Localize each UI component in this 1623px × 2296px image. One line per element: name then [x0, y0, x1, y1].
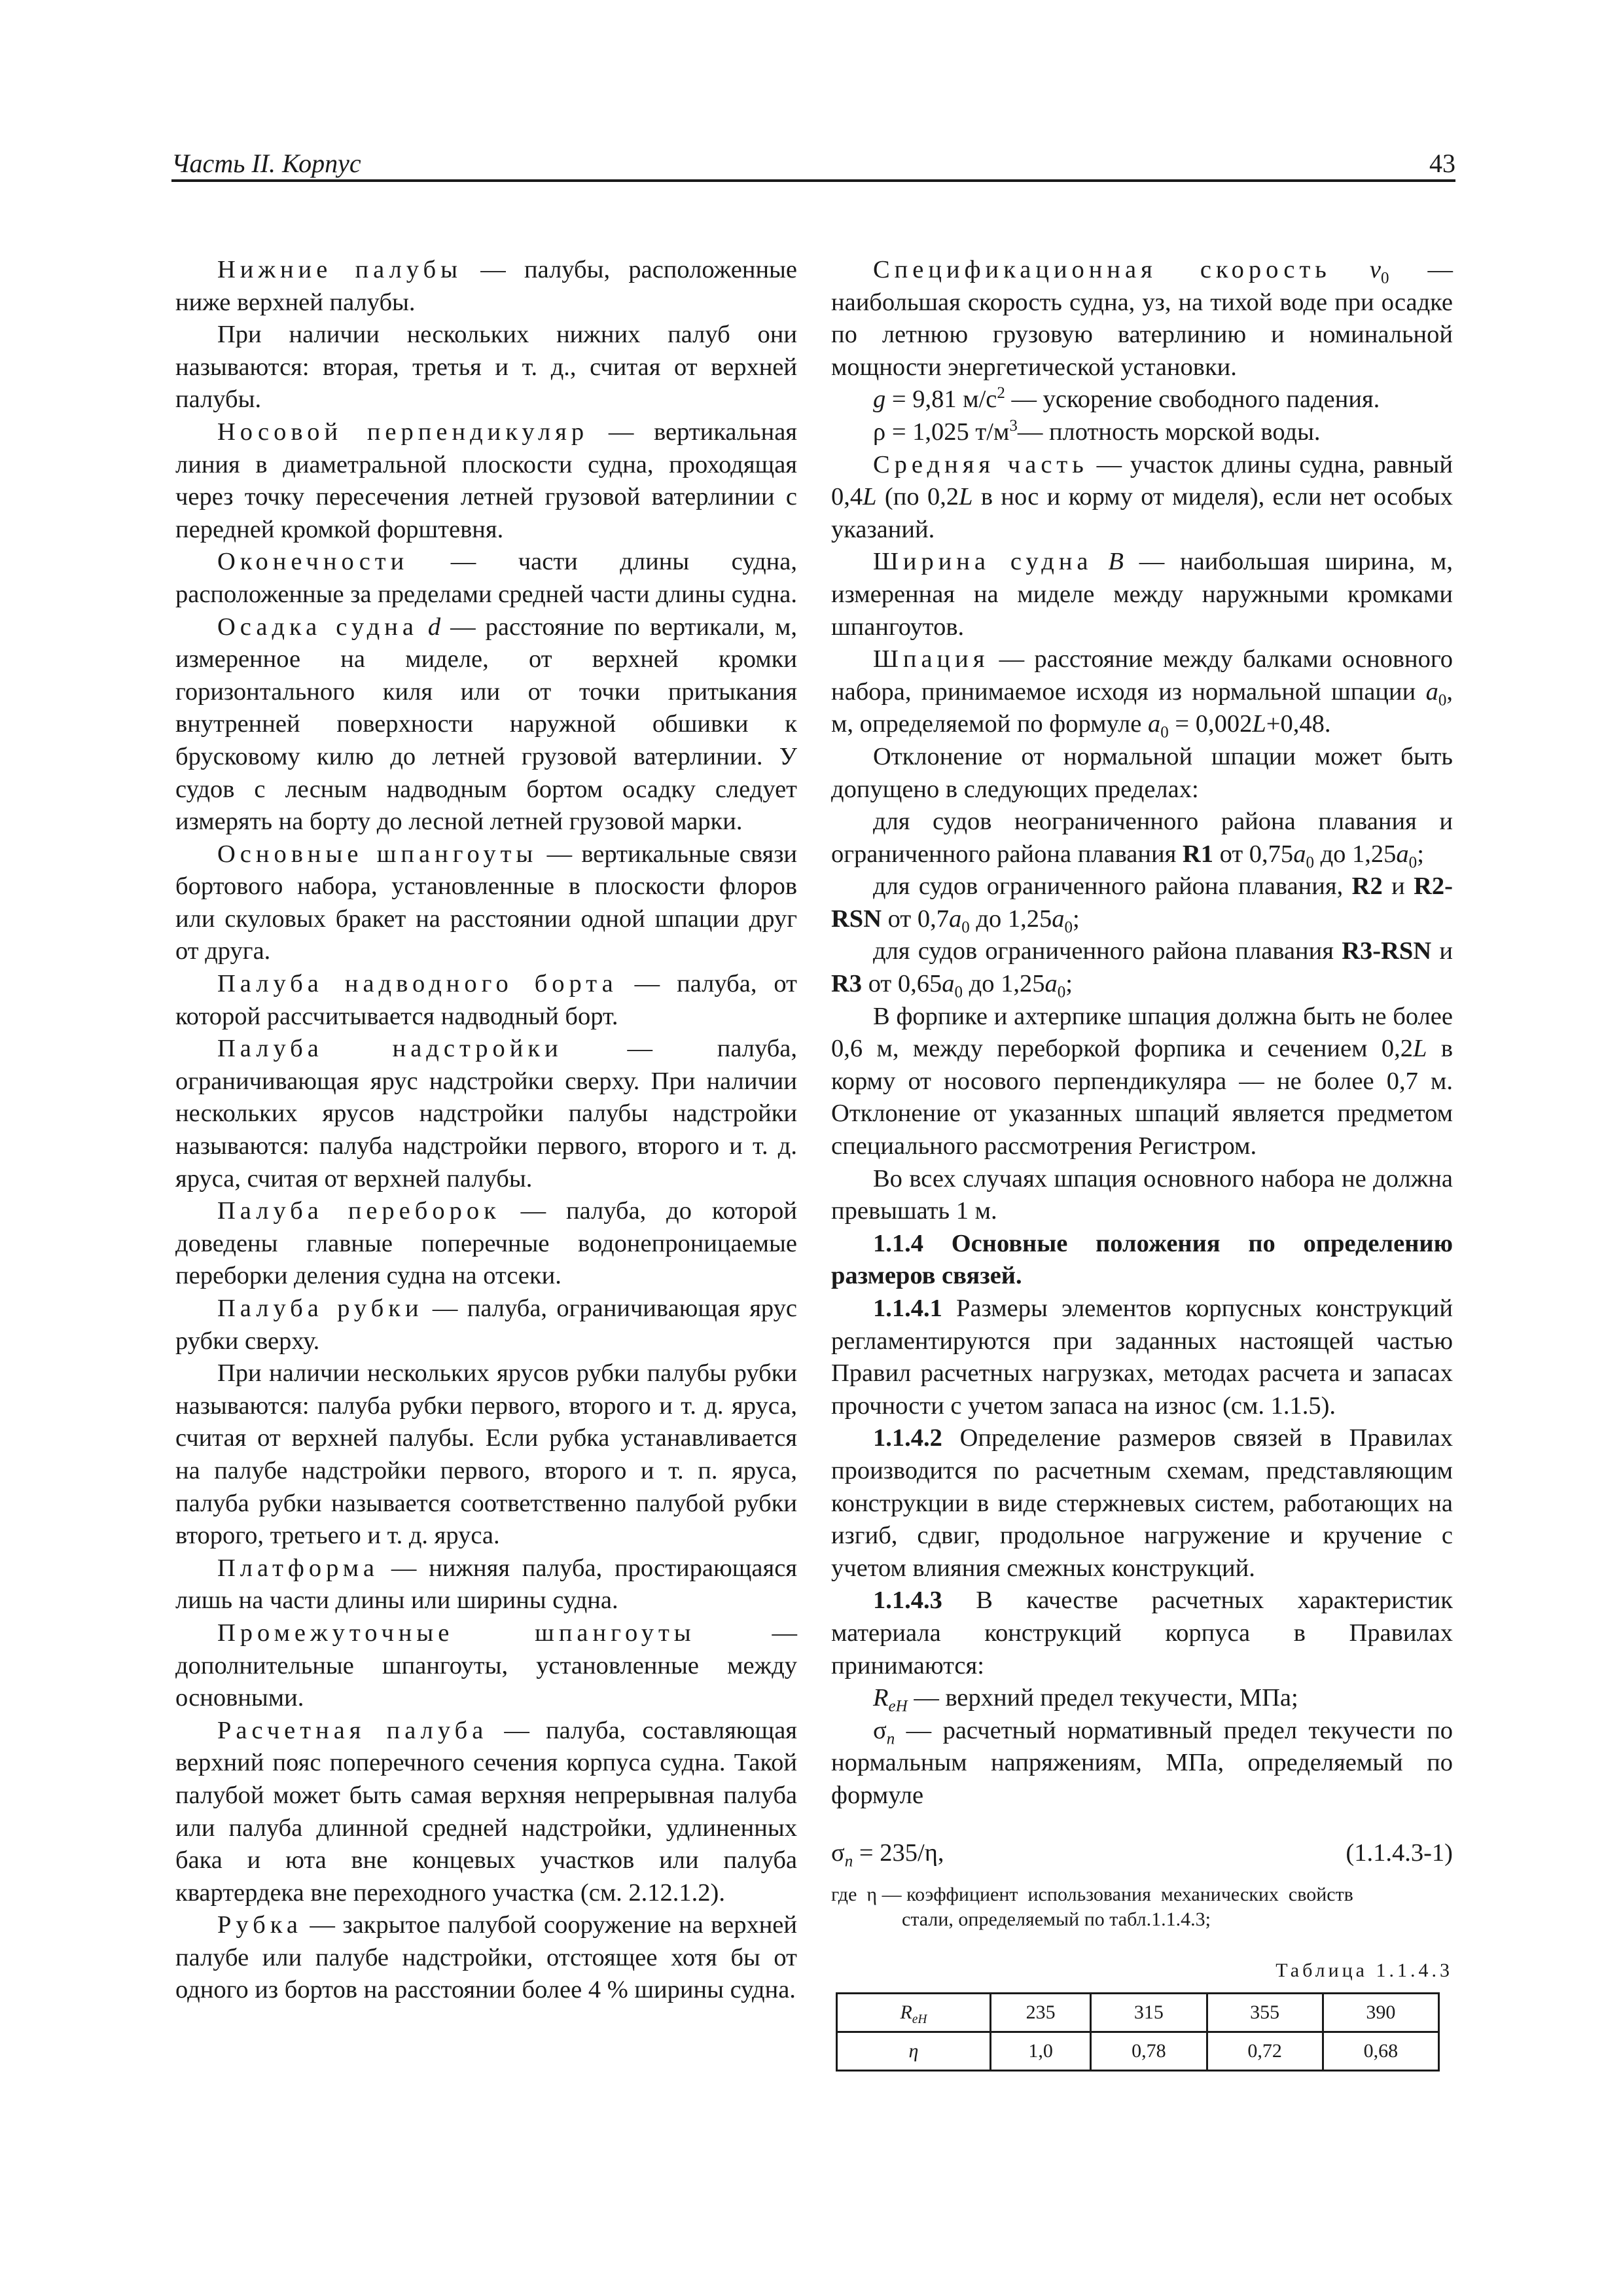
text: в корму от носового перпендикуляра — не более 0,7 м. Отклонение от указанных шпаций является предметом специального рассмотрения Регистром. [831, 1035, 1453, 1160]
paragraph [175, 838, 797, 968]
subscript: eH [888, 1697, 908, 1715]
paragraph [175, 1909, 797, 2007]
paragraph [175, 546, 797, 611]
paragraph [831, 1422, 1453, 1585]
paragraph [175, 611, 797, 838]
text: до 1,25 [969, 905, 1052, 933]
paragraph [831, 1585, 1453, 1682]
text: и [1431, 937, 1453, 965]
term: Оконечности [217, 548, 409, 576]
definition: — палуба, до которой доведены главные поперечные водонепроницаемые переборки деления судна на отсеки. [175, 1197, 797, 1290]
definition: — дополнительные шпангоуты, установленные между основными. [175, 1619, 797, 1712]
paragraph [831, 384, 1453, 416]
text: В качестве расчетных характеристик материала конструкций корпуса в Правилах принимаются: [831, 1587, 1453, 1679]
term: Палуба рубки [217, 1295, 423, 1322]
formula [831, 1837, 944, 1870]
table-cell: 0,68 [1323, 2032, 1438, 2070]
page-number: 43 [1429, 149, 1455, 178]
term: Палуба надстройки [217, 1035, 563, 1063]
definition: — расчетный нормативный предел текучести по нормальным напряжениям, МПа, определяемый по формуле [831, 1716, 1453, 1809]
text: и [1382, 872, 1414, 901]
text: для судов неограниченного района плавания и ограниченного района плавания [831, 808, 1453, 868]
subscript: 0 [1160, 724, 1169, 742]
paragraph [831, 935, 1453, 1000]
definition: — палуба, ограничивающая ярус рубки сверху. [175, 1295, 797, 1355]
paragraph [831, 416, 1453, 449]
subscript: 0 [961, 918, 970, 937]
area-code: R3-RSN [1342, 937, 1432, 965]
symbol: a [942, 970, 955, 998]
paragraph [831, 546, 1453, 643]
term: Носовой перпендикуляр [217, 418, 589, 446]
term: Нижние палубы [217, 256, 463, 283]
steel-table [836, 1992, 1440, 2072]
paragraph: При наличии нескольких ярусов рубки палубы рубки называются: палуба рубки первого, второго и т. д. яруса, считая от верхней палубы. Если рубка устанавливается на палубе надстройки первого, второго и т. п. яруса, палуба рубки называется соответственно палубой рубки второго, третьего и т. д. яруса. [175, 1359, 797, 1550]
row-label: η [837, 2032, 991, 2070]
definition: в нос и корму от миделя), если нет особых указаний. [831, 483, 1453, 543]
definition: — плотность морской воды. [1017, 418, 1321, 446]
text: В форпике и ахтерпике шпация должна быть не более 0,6 м, между переборкой форпика и сечением 0,2 [831, 1002, 1453, 1063]
paragraph [175, 1715, 797, 1910]
table-cell: 315 [1091, 1993, 1207, 2032]
paragraph [175, 416, 797, 546]
definition: — нижняя палуба, простирающаяся лишь на части длины или ширины судна. [175, 1554, 797, 1615]
term: Палуба надводного борта [217, 970, 618, 998]
value: ρ = 1,025 т/м [873, 418, 1010, 446]
superscript: 2 [997, 384, 1005, 403]
symbol: L [1412, 1035, 1427, 1063]
legend-line: где η — коэффициент использования механических свойств [831, 1884, 1353, 1906]
symbol: g [873, 386, 886, 414]
formula-legend [831, 1882, 1453, 1932]
subscript: 0 [1438, 691, 1447, 709]
area-code: R2 [1351, 872, 1383, 901]
table-row [837, 2032, 1439, 2070]
symbol: L [959, 483, 973, 511]
definition: — расстояние между балками основного набора, принимаемое исходя из нормальной шпации [831, 645, 1453, 706]
paragraph [831, 254, 1453, 384]
subscript: 0 [954, 983, 963, 1001]
term: Расчетная палуба [217, 1716, 488, 1744]
paragraph [831, 1715, 1453, 1812]
paragraph [175, 1033, 797, 1195]
paragraph [831, 1293, 1453, 1422]
superscript: 3 [1009, 417, 1018, 435]
definition: — вертикальная линия в диаметральной плоскости судна, проходящая через точку пересечения летней грузовой ватерлинии с передней кромкой форштевня. [175, 418, 798, 543]
definition: — палуба, от которой рассчитывается надводный борт. [175, 970, 797, 1030]
symbol: v [1369, 256, 1381, 283]
symbol: L [1252, 710, 1266, 738]
symbol: R [873, 1684, 889, 1712]
definition: — участок длины судна, равный 0,4 [831, 450, 1453, 511]
text: ; [1072, 905, 1080, 933]
formula: +0,48. [1266, 710, 1331, 738]
subscript: eH [912, 2012, 927, 2026]
area-code: R3 [831, 970, 863, 998]
definition: — закрытое палубой сооружение на верхней палубе или палубе надстройки, отстоящее хотя бы от одного из бортов на расстоянии более 4 % ширины судна. [175, 1911, 797, 2004]
left-column [175, 254, 797, 2007]
clause-number: 1.1.4.2 [873, 1424, 942, 1452]
definition: — наибольшая ширина, м, измеренная на миделе между наружными кромками шпангоутов. [831, 548, 1453, 641]
symbol: a [1425, 677, 1438, 706]
paragraph [831, 449, 1453, 547]
text: от 0,65 [862, 970, 942, 998]
term: Осадка судна [217, 613, 418, 641]
text: Размеры элементов корпусных конструкций регламентируются при заданных настоящей частью Правил расчетных нагрузках, методах расчета и запасах прочности с учетом запаса на износ (см. 1.1.5). [831, 1295, 1453, 1420]
legend-line: стали, определяемый по табл.1.1.4.3; [902, 1909, 1211, 1931]
paragraph [175, 254, 797, 319]
table-cell: 0,72 [1207, 2032, 1323, 2070]
paragraph [175, 1293, 797, 1357]
definition: — палубы, расположенные ниже верхней палубы. [175, 256, 797, 316]
paragraph: Отклонение от нормальной шпации может быть допущено в следующих пределах: [831, 742, 1453, 803]
text: от 0,7 [882, 905, 949, 933]
symbol: a [1148, 710, 1161, 738]
symbol: a [1396, 840, 1409, 868]
definition: , м, определяемой по формуле [831, 677, 1453, 738]
section-heading: 1.1.4 Основные положения по определению размеров связей. [831, 1229, 1453, 1290]
running-title: Часть II. Корпус [171, 149, 361, 178]
definition: — наибольшая скорость судна, уз, на тихой воде при осадке по летнюю грузовую ватерлинию и номинальной мощности энергетической установки. [831, 256, 1454, 381]
table-cell: 390 [1323, 1993, 1438, 2032]
table-caption: Таблица 1.1.4.3 [1275, 1960, 1453, 1982]
text: от 0,75 [1213, 840, 1294, 868]
paragraph [175, 1552, 797, 1617]
running-header [171, 140, 1455, 182]
text: ; [1417, 840, 1424, 868]
paragraph [831, 870, 1453, 935]
definition: — верхний предел текучести, МПа; [907, 1684, 1298, 1712]
definition: — палуба, составляющая верхний пояс поперечного сечения корпуса судна. Такой палубой может быть самая верхняя непрерывная палуба или палуба длинной средней надстройки, удлиненных бака и юта вне концевых участков или палуба квартердека вне переходного участка (см. 2.12.1.2). [175, 1716, 797, 1907]
paragraph [831, 1001, 1453, 1163]
symbol: L [863, 483, 877, 511]
symbol: d [427, 613, 441, 641]
table-cell: 235 [991, 1993, 1091, 2032]
paragraph [831, 806, 1453, 870]
symbol: B [1108, 548, 1124, 576]
term: Палуба переборок [217, 1197, 501, 1225]
value: = 9,81 м/с [885, 386, 997, 414]
table-cell: 355 [1207, 1993, 1323, 2032]
paragraph: Во всех случаях шпация основного набора не должна превышать 1 м. [831, 1164, 1453, 1225]
right-column [831, 254, 1453, 2072]
symbol: a [948, 905, 962, 933]
subscript: n [886, 1730, 895, 1748]
symbol: a [1293, 840, 1306, 868]
area-code: R1 [1182, 840, 1213, 868]
definition: (по 0,2 [876, 483, 959, 511]
term: Рубка [217, 1911, 302, 1939]
table-cell: 1,0 [991, 2032, 1091, 2070]
text: для судов ограниченного района плавания [873, 937, 1342, 965]
term: Платформа [217, 1554, 379, 1582]
symbol: R [900, 2001, 912, 2023]
formula-expression: = 235/η, [853, 1839, 944, 1867]
definition: — ускорение свободного падения. [1005, 386, 1380, 414]
formula-line [831, 1837, 1453, 1870]
definition: — вертикальные связи бортового набора, установленные в плоскости флоров или скуловых бракет на расстоянии одной шпации друг от друга. [175, 840, 798, 965]
symbol: σ [873, 1716, 887, 1744]
subscript: 0 [1380, 269, 1389, 287]
symbol: a [1044, 970, 1058, 998]
text: для судов ограниченного района плавания, [873, 872, 1352, 901]
table-cell: 0,78 [1091, 2032, 1207, 2070]
term: Промежуточные шпангоуты [217, 1619, 696, 1647]
row-label [837, 1993, 991, 2032]
paragraph [175, 1195, 797, 1293]
clause-number: 1.1.4.1 [873, 1295, 942, 1322]
term: Шпация [873, 645, 990, 673]
term: Ширина судна [873, 548, 1093, 576]
symbol: σ [831, 1839, 845, 1867]
paragraph [175, 1617, 797, 1715]
subscript: n [844, 1852, 853, 1871]
table-row [837, 1993, 1439, 2032]
symbol: a [1052, 905, 1065, 933]
subscript: 0 [1057, 983, 1066, 1001]
text: до 1,25 [963, 970, 1045, 998]
definition: — палуба, ограничивающая ярус надстройки сверху. При наличии нескольких ярусов надстройки палубы надстройки называются: палуба надстройки первого, второго и т. д. яруса, считая от верхней палубы. [175, 1035, 797, 1193]
area-code: R2-RSN [831, 872, 1453, 933]
text: ; [1065, 970, 1073, 998]
text: Определение размеров связей в Правилах производится по расчетным схемам, представляющим конструкции в виде стержневых систем, работающих на изгиб, сдвиг, продольное нагружение и кручение с учетом влияния смежных конструкций. [831, 1424, 1453, 1582]
paragraph: При наличии нескольких нижних палуб они называются: вторая, третья и т. д., считая от верхней палубы. [175, 321, 797, 414]
paragraph [831, 1682, 1453, 1715]
term: Основные шпангоуты [217, 840, 538, 868]
subscript: 0 [1408, 853, 1418, 872]
text: до 1,25 [1313, 840, 1397, 868]
formula: = 0,002 [1168, 710, 1253, 738]
paragraph [175, 968, 797, 1033]
clause-number: 1.1.4.3 [873, 1587, 942, 1615]
subscript: 0 [1306, 853, 1314, 872]
term: Средняя часть [873, 450, 1088, 478]
subscript: 0 [1064, 918, 1073, 937]
formula-number: (1.1.4.3-1) [1346, 1839, 1453, 1867]
paragraph [831, 643, 1453, 741]
definition: — расстояние по вертикали, м, измеренное на миделе, от верхней кромки горизонтального киля или от точки притыкания внутренней поверхности наружной обшивки к брусковому килю до летней грузовой ватерлинии. У судов с лесным надводным бортом осадку следует измерять на борту до лесной летней грузовой марки. [175, 613, 798, 836]
term: Спецификационная скорость [873, 256, 1331, 283]
definition: — части длины судна, расположенные за пределами средней части длины судна. [175, 548, 797, 608]
